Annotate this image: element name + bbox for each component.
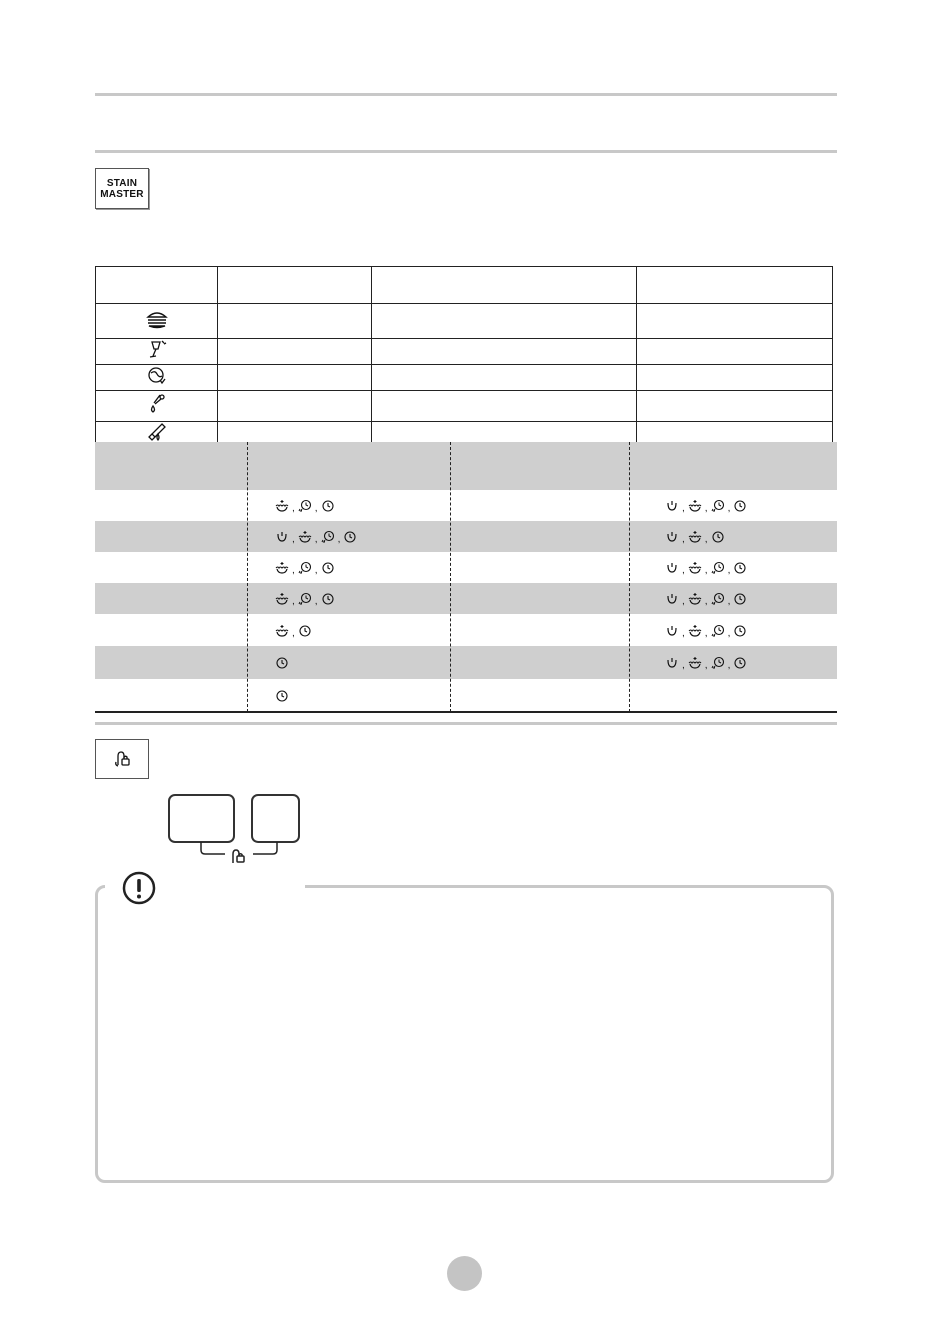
food-stain-icon [146, 309, 168, 329]
program-table [95, 442, 837, 711]
makeup-stain-icon [146, 422, 168, 442]
soak-icon [688, 592, 702, 605]
prewash-icon [665, 561, 679, 574]
rinse-icon [711, 499, 725, 512]
icon-separator: , [727, 659, 731, 671]
table-row [96, 365, 833, 391]
child-lock-icon [112, 749, 132, 769]
timer-icon [343, 530, 357, 543]
column-divider [450, 442, 451, 712]
stain-table-header [96, 267, 833, 304]
prewash-icon [665, 656, 679, 669]
prewash-icon [275, 530, 289, 543]
icon-separator: , [314, 595, 318, 607]
rinse-icon [711, 592, 725, 605]
table-row [96, 339, 833, 365]
icon-separator: , [682, 533, 685, 545]
rinse-icon [298, 499, 312, 512]
cycle-icon-group [665, 624, 747, 637]
icon-separator: , [704, 533, 708, 545]
icon-separator: , [704, 502, 708, 514]
timer-icon [733, 656, 747, 669]
soak-icon [688, 530, 702, 543]
prewash-icon [665, 530, 679, 543]
soak-icon [275, 561, 289, 574]
table-bottom-line [95, 711, 837, 713]
timer-icon [711, 530, 725, 543]
icon-separator: , [314, 502, 318, 514]
timer-icon [298, 624, 312, 637]
soil-stain-icon [146, 365, 168, 385]
prewash-icon [665, 624, 679, 637]
warning-icon [121, 870, 157, 906]
icon-separator: , [682, 502, 685, 514]
soak-icon [688, 624, 702, 637]
timer-icon [733, 624, 747, 637]
icon-separator: , [704, 595, 708, 607]
soak-icon [275, 499, 289, 512]
stain-table [95, 266, 833, 448]
icon-separator: , [337, 533, 341, 545]
icon-separator: , [704, 659, 708, 671]
icon-separator: , [682, 627, 685, 639]
soak-icon [688, 561, 702, 574]
cycle-icon-group [665, 592, 747, 605]
cycle-icon-group [665, 530, 725, 543]
stain-master-label-2: MASTER [100, 189, 144, 200]
icon-separator: , [727, 595, 731, 607]
cycle-icon-group [275, 656, 289, 669]
control-key-left[interactable] [168, 794, 235, 843]
cycle-icon-group [275, 530, 357, 543]
cycle-icon-group [275, 689, 289, 702]
timer-icon [321, 561, 335, 574]
icon-separator: , [314, 533, 318, 545]
control-key-right[interactable] [251, 794, 300, 843]
wine-stain-icon [146, 339, 168, 359]
cycle-icon-group [275, 561, 335, 574]
table-row [95, 614, 837, 646]
timer-icon [733, 499, 747, 512]
cycle-icon-group [275, 592, 335, 605]
icon-separator: , [704, 564, 708, 576]
table-row [95, 552, 837, 583]
timer-icon [321, 499, 335, 512]
prewash-icon [665, 592, 679, 605]
icon-separator: , [292, 502, 295, 514]
soak-icon [275, 592, 289, 605]
soak-icon [298, 530, 312, 543]
oil-stain-icon [146, 393, 168, 415]
icon-separator: , [727, 502, 731, 514]
icon-separator: , [292, 627, 295, 639]
icon-separator: , [704, 627, 708, 639]
rinse-icon [711, 624, 725, 637]
cycle-icon-group [665, 656, 747, 669]
icon-separator: , [292, 564, 295, 576]
table-row [96, 304, 833, 339]
soak-icon [688, 656, 702, 669]
table-row [95, 646, 837, 679]
soak-icon [688, 499, 702, 512]
rinse-icon [321, 530, 335, 543]
icon-separator: , [314, 564, 318, 576]
timer-icon [321, 592, 335, 605]
soak-icon [275, 624, 289, 637]
rinse-icon [298, 561, 312, 574]
icon-separator: , [292, 533, 295, 545]
rinse-icon [298, 592, 312, 605]
cycle-icon-group [665, 561, 747, 574]
key-combo-bracket [195, 842, 283, 866]
rinse-icon [711, 656, 725, 669]
cycle-icon-group [275, 499, 335, 512]
cycle-icon-group [275, 624, 312, 637]
icon-separator: , [292, 595, 295, 607]
icon-separator: , [682, 595, 685, 607]
section-rule [95, 722, 837, 725]
stain-master-label-1: STAIN [106, 178, 138, 189]
timer-icon [275, 656, 289, 669]
rinse-icon [711, 561, 725, 574]
icon-separator: , [727, 564, 731, 576]
stain-master-button[interactable] [95, 168, 149, 209]
table-row [95, 679, 837, 711]
child-lock-button[interactable] [95, 739, 149, 779]
program-table-header [95, 442, 837, 490]
timer-icon [733, 592, 747, 605]
page-number-badge [447, 1256, 482, 1291]
timer-icon [733, 561, 747, 574]
cycle-icon-group [665, 499, 747, 512]
icon-separator: , [727, 627, 731, 639]
notice-box [95, 885, 834, 1183]
table-row [95, 490, 837, 521]
header-rule-top [95, 93, 837, 96]
column-divider [247, 442, 248, 712]
table-row [95, 583, 837, 614]
icon-separator: , [682, 564, 685, 576]
header-rule-bottom [95, 150, 837, 153]
prewash-icon [665, 499, 679, 512]
table-row [95, 521, 837, 552]
timer-icon [275, 689, 289, 702]
column-divider [629, 442, 630, 712]
table-row [96, 391, 833, 422]
icon-separator: , [682, 659, 685, 671]
